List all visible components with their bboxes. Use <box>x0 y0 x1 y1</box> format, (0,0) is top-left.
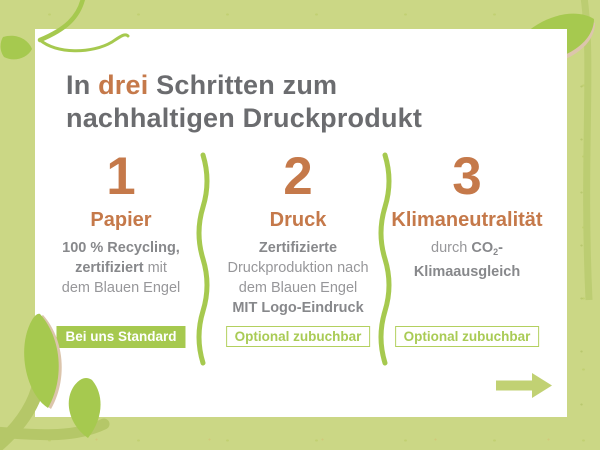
step-description <box>213 238 383 318</box>
step-description <box>36 238 206 298</box>
stem-icon <box>0 424 104 435</box>
leaf-icon <box>1 36 33 60</box>
status-badge-standard: Bei uns Standard <box>56 326 185 348</box>
text-line: Klimaausgleich <box>413 264 521 280</box>
step-name: Klimaneutralität <box>391 209 543 231</box>
step-column-druck <box>213 147 383 382</box>
step-number: 2 <box>283 147 313 206</box>
text-line: durch $CO_2-$ <box>431 240 503 257</box>
text-line: 100 % Recycling, <box>62 240 180 256</box>
title-line-2: nachhaltigen Druckprodukt <box>66 103 423 133</box>
text-line: Druckproduktion nach <box>227 260 369 276</box>
status-badge-optional: Optional zubuchbar <box>395 326 539 347</box>
stem-icon <box>583 0 589 300</box>
step-column-klimaneutralitaet <box>382 147 552 382</box>
step-column-papier <box>36 147 206 382</box>
step-name: Papier <box>90 209 152 231</box>
title-highlight: drei <box>98 70 149 100</box>
status-badge-optional: Optional zubuchbar <box>226 326 370 347</box>
next-arrow-icon[interactable] <box>496 373 552 398</box>
page-title <box>66 69 422 135</box>
step-description <box>382 238 552 282</box>
title-line-1: In drei Schritten zum <box>66 70 338 100</box>
text-line: dem Blauen Engel <box>238 280 358 296</box>
text-line: Zertifizierte <box>258 240 338 256</box>
wavy-divider-icon <box>195 152 211 366</box>
step-name: Druck <box>269 209 327 231</box>
content-card <box>35 29 567 417</box>
step-number: 1 <box>106 147 136 206</box>
step-number: 3 <box>452 147 482 206</box>
text-line: MIT Logo-Eindruck <box>232 300 364 316</box>
text-line: dem Blauen Engel <box>61 280 181 296</box>
text-line: zertifiziert mit <box>75 260 167 276</box>
